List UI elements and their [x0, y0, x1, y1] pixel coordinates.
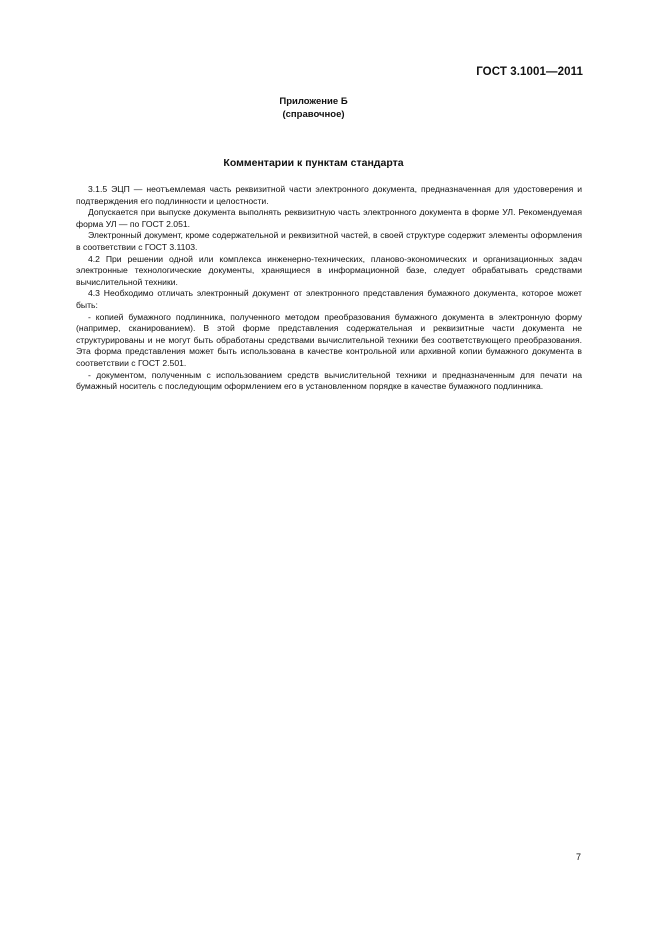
- appendix-subtitle: (справочное): [282, 109, 345, 120]
- body-text: [76, 184, 582, 393]
- list-item-print-document: - документом, полученным с использованием средств вычислительной техники и предназначенным для печати на бумажный носитель с последующим оформлением его в установленном порядке в качестве бумажного подлинника.: [76, 369, 582, 392]
- list-item-scan-copy: - копией бумажного подлинника, полученного методом преобразования бумажного документа в электронную форму (например, сканированием). В этой форме представления содержательная и реквизитные части документа не структурированы и не могут быть обработаны средствами вычислительной техники без соответствующего преобразования. Эта форма представления может быть использована в качестве контрольной или архивной копии бумажного документа в соответствии с ГОСТ 2.501.: [76, 311, 582, 368]
- page-number: 7: [575, 852, 581, 862]
- appendix-heading: [0, 95, 627, 121]
- standard-code: ГОСТ 3.1001—2011: [476, 66, 583, 78]
- paragraph-structure: Электронный документ, кроме содержательной и реквизитной частей, в своей структуре содержит элементы оформления в соответствии с ГОСТ 3.1103.: [76, 230, 582, 252]
- paragraph-4-2: 4.2 При решении одной или комплекса инженерно-технических, планово-экономических и организационных задач электронные технологические документы, хранящиеся в информационной базе, следует обрабатывать средствами вычислительной техники.: [76, 253, 582, 287]
- paragraph-4-3: 4.3 Необходимо отличать электронный документ от электронного представления бумажного документа, которое может быть:: [76, 288, 582, 310]
- paragraph-ul-form: Допускается при выпуске документа выполнять реквизитную часть электронного документа в форме УЛ. Рекомендуемая форма УЛ — по ГОСТ 2.051.: [76, 207, 582, 229]
- appendix-title: Приложение Б: [279, 96, 348, 107]
- section-title: Комментарии к пунктам стандарта: [223, 157, 404, 169]
- paragraph-3-1-5: 3.1.5 ЭЦП — неотъемлемая часть реквизитной части электронного документа, предназначенная для удостоверения и подтверждения его подлинности и целостности.: [76, 184, 582, 206]
